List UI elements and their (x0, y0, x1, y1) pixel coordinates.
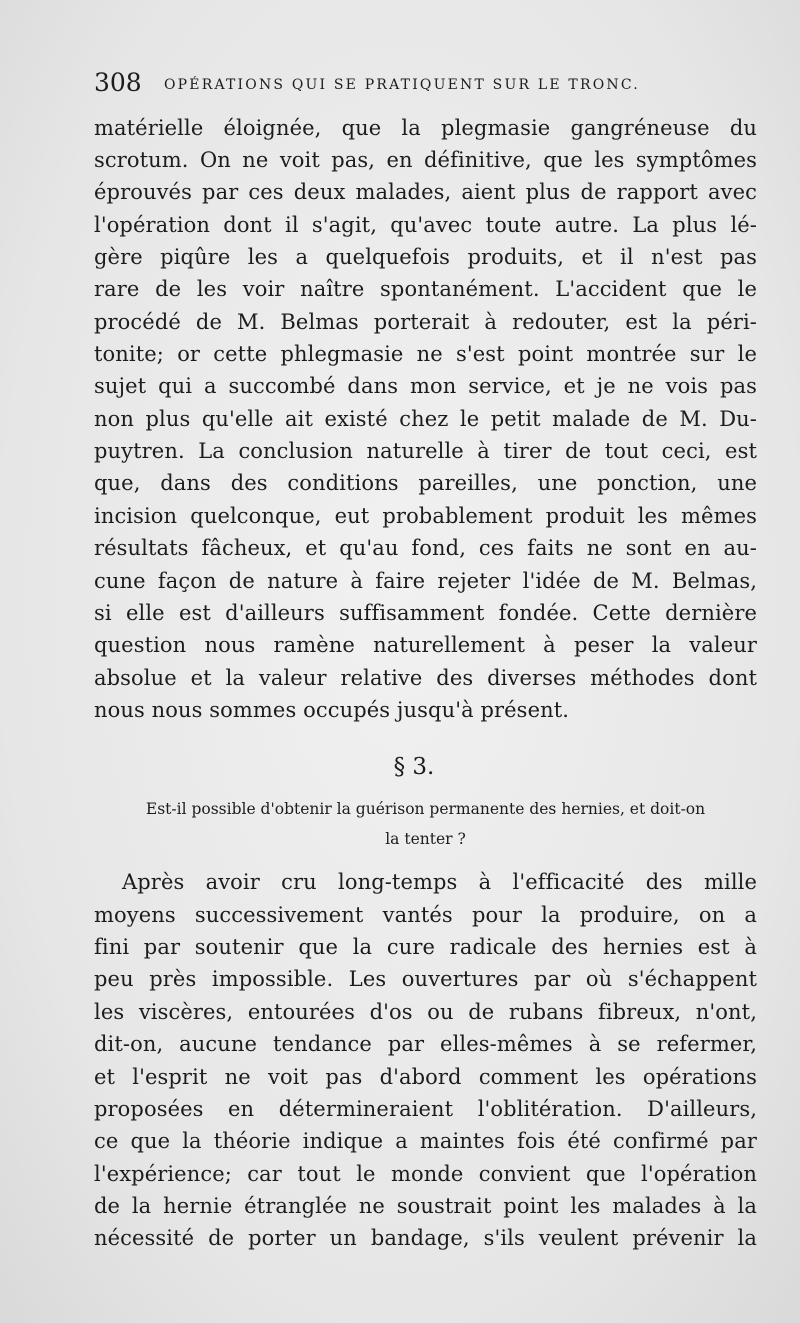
text-line: cune façon de nature à faire rejeter l'idée de M. Belmas, (94, 569, 757, 593)
text-line: résultats fâcheux, et qu'au fond, ces faits ne sont en au- (94, 536, 757, 560)
text-line: que, dans des conditions pareilles, une ponction, une (94, 471, 757, 495)
text-line: peu près impossible. Les ouvertures par où s'échappent (94, 967, 757, 991)
text-line: moyens successivement vantés pour la produire, on a (94, 903, 757, 927)
text-line: proposées en détermineraient l'oblitération. D'ailleurs, (94, 1097, 757, 1121)
text-line: dit-on, aucune tendance par elles-mêmes à se refermer, (94, 1032, 757, 1056)
text-line: gère piqûre les a quelquefois produits, et il n'est pas (94, 245, 757, 269)
text-line: matérielle éloignée, que la plegmasie gangréneuse du (94, 116, 757, 140)
text-line: nous nous sommes occupés jusqu'à présent. (94, 698, 570, 722)
text-line: nécessité de porter un bandage, s'ils veulent prévenir la (94, 1226, 757, 1250)
text-line: l'opération dont il s'agit, qu'avec toute autre. La plus lé- (94, 213, 757, 237)
text-line: question nous ramène naturellement à peser la valeur (94, 633, 757, 657)
page-number: 308 (94, 68, 142, 97)
text-line: tonite; or cette phlegmasie ne s'est point montrée sur le (94, 342, 757, 366)
text-line: scrotum. On ne voit pas, en définitive, que les symptômes (94, 148, 757, 172)
text-line: éprouvés par ces deux malades, aient plus de rapport avec (94, 180, 757, 204)
text-line: et l'esprit ne voit pas d'abord comment les opérations (94, 1065, 757, 1089)
text-line: Après avoir cru long-temps à l'efficacité des mille (122, 870, 757, 894)
section-number: § 3. (393, 754, 435, 780)
text-line: procédé de M. Belmas porterait à redouter, est la péri- (94, 310, 757, 334)
text-line: sujet qui a succombé dans mon service, et je ne vois pas (94, 374, 757, 398)
section-title-line: la tenter ? (385, 830, 466, 848)
text-line: les viscères, entourées d'os ou de rubans fibreux, n'ont, (94, 1000, 757, 1024)
text-line: fini par soutenir que la cure radicale des hernies est à (94, 935, 757, 959)
running-title: OPÉRATIONS QUI SE PRATIQUENT SUR LE TRONC. (164, 77, 640, 93)
text-line: ce que la théorie indique a maintes fois été confirmé par (94, 1129, 757, 1153)
section-title-line: Est-il possible d'obtenir la guérison permanente des hernies, et doit-on (145, 800, 706, 818)
text-line: non plus qu'elle ait existé chez le petit malade de M. Du- (94, 407, 757, 431)
text-line: l'expérience; car tout le monde convient que l'opération (94, 1162, 757, 1186)
text-line: de la hernie étranglée ne soustrait point les malades à la (94, 1194, 757, 1218)
text-line: rare de les voir naître spontanément. L'accident que le (94, 277, 757, 301)
text-line: puytren. La conclusion naturelle à tirer de tout ceci, est (94, 439, 757, 463)
text-line: si elle est d'ailleurs suffisamment fondée. Cette dernière (94, 601, 757, 625)
text-line: incision quelconque, eut probablement produit les mêmes (94, 504, 757, 528)
text-line: absolue et la valeur relative des diverses méthodes dont (94, 666, 757, 690)
running-head (94, 66, 764, 100)
